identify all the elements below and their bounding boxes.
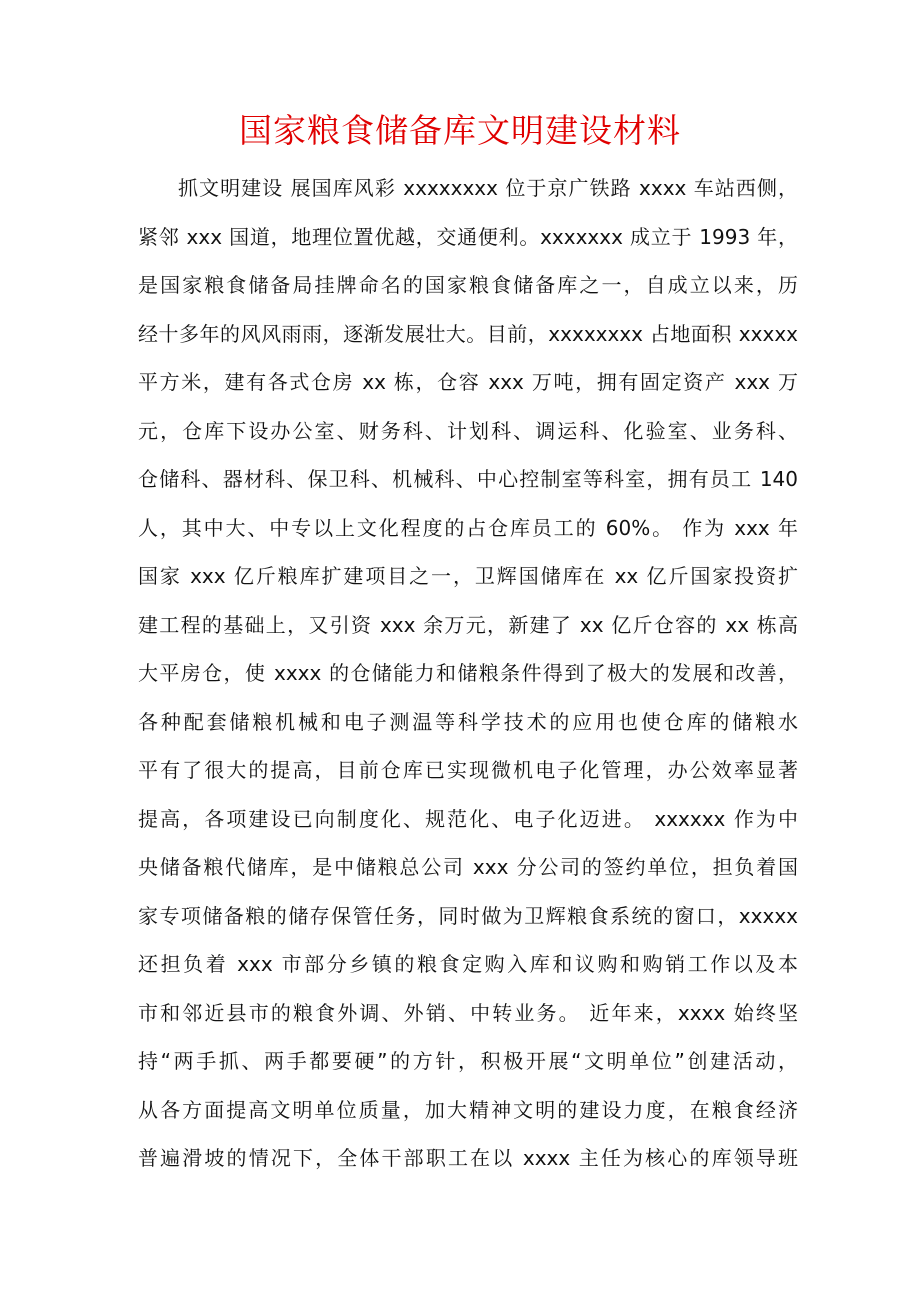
body-line: 元，仓库下设办公室、财务科、计划科、调运科、化验室、业务科、 [138, 418, 798, 443]
body-line: 普遍滑坡的情况下，全体干部职工在以 xxxx 主任为核心的库领导班 [138, 1146, 798, 1170]
document-body [138, 164, 798, 1183]
body-line: 还担负着 xxx 市部分乡镇的粮食定购入库和议购和购销工作以及本 [138, 952, 798, 976]
body-line: 大平房仓，使 xxxx 的仓储能力和储粮条件得到了极大的发展和改善， [138, 661, 798, 685]
body-line: 央储备粮代储库，是中储粮总公司 xxx 分公司的签约单位，担负着国 [138, 855, 798, 879]
body-line: 国家 xxx 亿斤粮库扩建项目之一，卫辉国储库在 xx 亿斤国家投资扩 [138, 564, 798, 588]
body-line: 家专项储备粮的储存保管任务，同时做为卫辉粮食系统的窗口，xxxxx [138, 903, 798, 928]
body-line: 从各方面提高文明单位质量，加大精神文明的建设力度，在粮食经济 [138, 1097, 798, 1122]
body-line: 建工程的基础上，又引资 xxx 余万元，新建了 xx 亿斤仓容的 xx 栋高 [138, 612, 798, 637]
body-line: 平方米，建有各式仓房 xx 栋，仓容 xxx 万吨，拥有固定资产 xxx 万 [138, 370, 798, 394]
document-title: 国家粮食储备库文明建设材料 [239, 111, 681, 150]
body-line: 平有了很大的提高，目前仓库已实现微机电子化管理，办公效率显著 [138, 758, 798, 782]
body-line: 仓储科、器材科、保卫科、机械科、中心控制室等科室，拥有员工 140 [138, 467, 798, 491]
body-line: 提高，各项建设已向制度化、规范化、电子化迈进。 xxxxxx 作为中 [138, 806, 798, 831]
body-line: 市和邻近县市的粮食外调、外销、中转业务。 近年来，xxxx 始终坚 [138, 1000, 798, 1025]
body-line: 持“两手抓、两手都要硬”的方针，积极开展“文明单位”创建活动， [138, 1049, 798, 1073]
body-line: 是国家粮食储备局挂牌命名的国家粮食储备库之一，自成立以来，历 [138, 273, 798, 297]
body-line: 经十多年的风风雨雨，逐渐发展壮大。目前，xxxxxxxx 占地面积 xxxxx [138, 321, 798, 346]
body-line: 紧邻 xxx 国道，地理位置优越，交通便利。xxxxxxx 成立于 1993 年， [138, 224, 798, 249]
body-line: 人，其中大、中专以上文化程度的占仓库员工的 60%。 作为 xxx 年 [138, 515, 798, 540]
body-line: 各种配套储粮机械和电子测温等科学技术的应用也使仓库的储粮水 [138, 709, 798, 734]
body-line: 抓文明建设 展国库风彩 xxxxxxxx 位于京广铁路 xxxx 车站西侧， [178, 176, 798, 200]
